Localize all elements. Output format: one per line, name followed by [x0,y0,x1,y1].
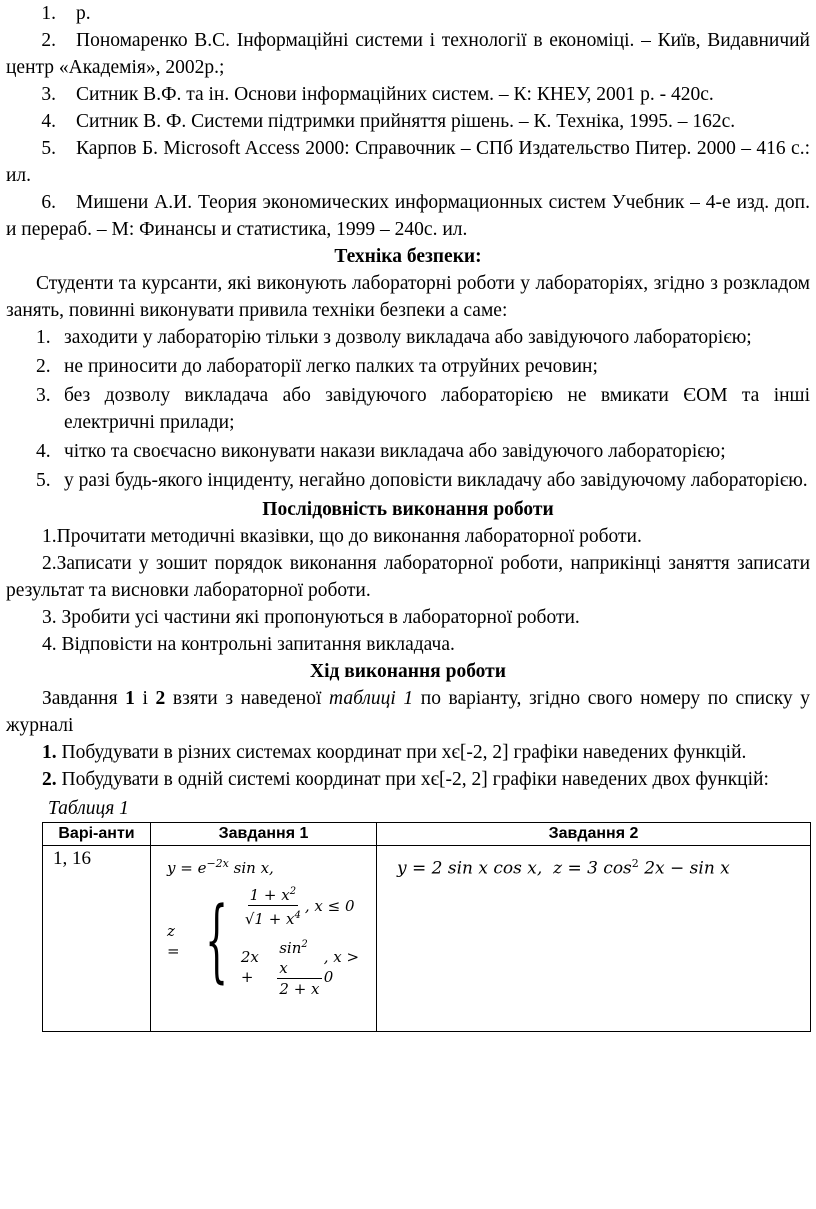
reference-item: 1. р. [41,3,91,24]
reference-list [6,0,810,243]
task-2: 2. Побудувати в одній системі координат при хє[-2, 2] графіки наведених двох функцій: [42,769,769,790]
reference-item: 3. Ситник В.Ф. та ін. Основи інформаційних систем. – К: КНЕУ, 2001 р. - 420с. [41,84,714,105]
sequence-step: 3. Зробити усі частини які пропонуються в лабораторної роботи. [42,607,580,628]
case-2: 2x + $\frac{\sin^2 x}{2 + x}$ , x > 0 [241,935,372,999]
brace-glyph: { [204,887,228,993]
safety-rule: 1. заходити у лабораторію тільки з дозволу викладача або завідуючого лабораторією; [36,327,752,348]
formula-z: z = { $\frac{1 + x^2}{√1 + x^4}$ , x ≤ 0 2x + $\frac{\sin^2 x}{2 + x}$ , x > 0 [167,882,372,999]
formula-y: $y = e^{-2x}$ sin x, [167,857,274,877]
sequence-step: 2.Записати у зошит порядок виконання лабораторної роботи, наприкінці заняття записати результат та висновки лабораторної роботи. [6,553,810,601]
task-intro: Завдання 1 і 2 взяти з наведеної таблиці 1 по варіанту, згідно свого номеру по списку у журналі [6,688,811,736]
table-header-cell: Варі-анти [43,823,151,846]
variants-table [42,822,811,1032]
safety-rule: 5. у разі будь-якого інциденту, негайно доповісти викладачу або завідуючому лабораторією. [36,470,808,491]
safety-rule: 3. без дозволу викладача або завідуючого лабораторією не вмикати ЄОМ та інші електричні прилади; [36,385,810,433]
reference-item: 4. Ситник В. Ф. Системи підтримки прийняття рішень. – К. Техніка, 1995. – 162с. [41,111,736,132]
sequence-step: 4. Відповісти на контрольні запитання викладача. [42,634,455,655]
case-1: $\frac{1 + x^2}{√1 + x^4}$ , x ≤ 0 [241,882,372,929]
safety-heading: Техніка безпеки: [334,246,482,267]
table-row [43,846,811,1032]
safety-rule: 4. чітко та своєчасно виконувати накази викладача або завідуючого лабораторією; [36,441,726,462]
procedure-heading: Хід виконання роботи [309,661,506,682]
reference-item: 2. Пономаренко В.С. Інформаційні системи і технології в економіці. – Київ, Видавничий центр «Академія», 2002р.; [6,30,810,78]
reference-item: 6. Мишени А.И. Теория экономических информационных систем Учебник – 4-е изд. доп. и перераб. – М: Финансы и статистика, 1999 – 240с. ил. [6,192,810,240]
table-header-cell: Завдання 1 [151,823,377,846]
sequence-heading: Послідовність виконання роботи [262,499,554,520]
safety-rules-list [6,324,810,494]
sequence-step: 1.Прочитати методичні вказівки, що до виконання лабораторної роботи. [42,526,642,547]
task-1: 1. Побудувати в різних системах координат при хє[-2, 2] графіки наведених функцій. [42,742,747,763]
safety-rule: 2. не приносити до лабораторії легко палких та отруйних речовин; [36,356,598,377]
variant-cell: 1, 16 [43,846,151,1032]
table-caption: Таблиця 1 [48,798,129,819]
table-header-cell: Завдання 2 [377,823,811,846]
task2-formula-cell: y = 2 sin x cos x, z = 3 $\cos^2 2x - \sin x$ [377,846,811,1032]
safety-intro: Студенти та курсанти, які виконують лабораторні роботи у лабораторіях, згідно з розкладом занять, повинні виконувати привила техніки безпеки а саме: [6,273,810,321]
document-page [6,0,810,1032]
reference-item: 5. Карпов Б. Microsoft Access 2000: Справочник – СПб Издательство Питер. 2000 – 416 с.: ил. [6,138,810,186]
table-header-row [43,823,811,846]
piecewise-cases [241,882,372,999]
task1-formula-cell [151,846,377,1032]
